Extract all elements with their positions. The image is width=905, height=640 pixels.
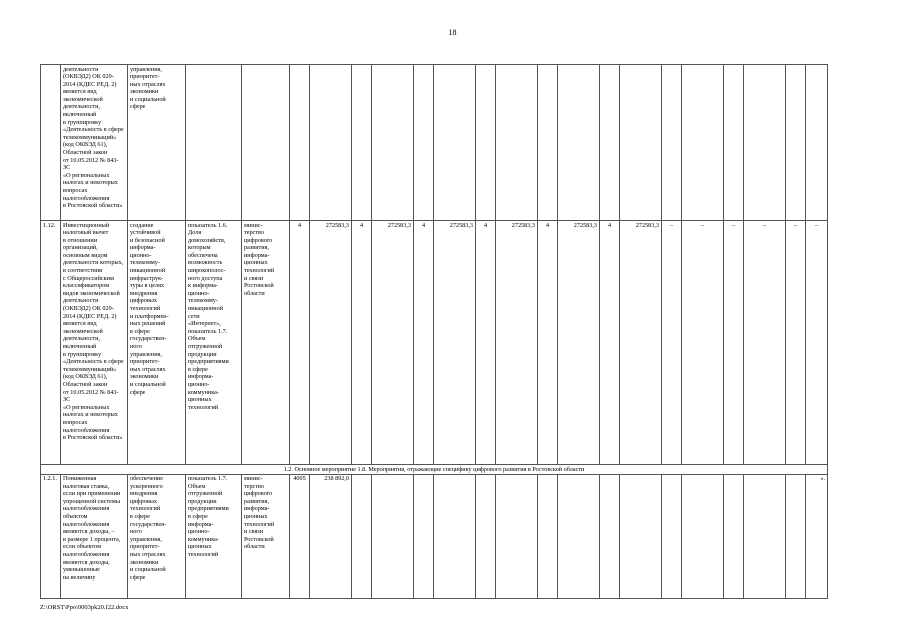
value-cell: 272583,3 xyxy=(496,221,538,465)
value-cell: 272583,3 xyxy=(434,221,476,465)
benefit-name-cell: Пониженная налоговая ставка, если при применении упрощенной системы налогообложения объектом налогообложения являются доходы, – в размере 1 процента, если объектом налогообложения являются доходы, уменьшенные на величину xyxy=(61,474,128,598)
value-cell: 4 xyxy=(476,221,496,465)
value-cell: – xyxy=(662,221,682,465)
value-cell: 4 xyxy=(352,221,372,465)
value-cell: 4 xyxy=(290,221,310,465)
row-number: 1.12. xyxy=(41,221,61,465)
curator-cell: минис- терство цифрового развития, информа- ционных технологий и связи Ростовской области xyxy=(242,221,290,465)
section-header-row xyxy=(41,465,828,475)
value-cell: – xyxy=(744,221,786,465)
row-number: 1.2.1. xyxy=(41,474,61,598)
benefit-purpose-cell: управления, приоритет- ных отраслях экономики и социальной сфере xyxy=(128,65,186,221)
table-row-1-2-1 xyxy=(41,474,828,598)
benefit-name-cell: деятельности (ОКВЭД2) ОК 029- 2014 (КДЕС РЕД. 2) является вид экономической деятельности, включенный в группировку «Деятельность в сфере телекоммуникаций» (код ОКВЭД 61), Областной закон от 10.05.2012 № 843-ЗС «О региональных налогах и некоторых вопросах налогообложения в Ростовской области» xyxy=(61,65,128,221)
value-cell: 4 xyxy=(538,221,558,465)
table-row-continuation xyxy=(41,65,828,221)
indicator-cell: показатель 1.6. Доля домохозяйств, которым обеспечена возможность широкополос- ного доступа к информа- ционно- телекомму- никационной сети «Интернет», показатель 1.7. Объем отгруженной продукции предприятиями в сфере информа- ционно- коммуника- ционных технологий xyxy=(186,221,242,465)
value-cell: 4005 xyxy=(290,474,310,598)
benefit-name-cell: Инвестиционный налоговый вычет в отношении организаций, основным видом деятельности которых, в соответствии с Общероссийским классификатором видов экономической деятельности (ОКВЭД2) ОК 029- 2014 (КДЕС РЕД. 2) является вид экономической деятельности, включенный в группировку «Деятельность в сфере телекоммуникаций» (код ОКВЭД 61), Областной закон от 10.05.2012 № 843-ЗС «О региональных налогах и некоторых вопросах налогообложения в Ростовской области» xyxy=(61,221,128,465)
section-title: 1.2. Основное мероприятие 1.8. Мероприятия, отражающие специфику цифрового развития в Ростовской области xyxy=(41,465,828,475)
value-cell: – xyxy=(682,221,724,465)
value-cell: – xyxy=(806,221,828,465)
curator-cell: минис- терство цифрового развития, информа- ционных технологий и связи Ростовской области xyxy=(242,474,290,598)
value-cell: 272583,3 xyxy=(620,221,662,465)
value-cell: 272583,3 xyxy=(372,221,414,465)
value-cell: – xyxy=(724,221,744,465)
closing-quote-mark: ». xyxy=(806,474,828,598)
value-cell: 238 892,0 xyxy=(310,474,352,598)
value-cell: – xyxy=(786,221,806,465)
table-row-1-12 xyxy=(41,221,828,465)
value-cell: 4 xyxy=(414,221,434,465)
tax-benefits-table xyxy=(40,64,828,599)
benefit-purpose-cell: обеспечение ускоренного внедрения цифровых технологий в сфере государствен- ного управления, приоритет- ных отраслях экономики и социальной сфере xyxy=(128,474,186,598)
value-cell: 272583,3 xyxy=(310,221,352,465)
benefit-purpose-cell: создание устойчивой и безопасной информа- ционно- телекомму- никационной инфраструк- туры в целях внедрения цифровых технологий и платформен- ных решений в сфере государствен- ного управления, приоритет- ных отраслях экономики и социальной сфере xyxy=(128,221,186,465)
value-cell: 4 xyxy=(600,221,620,465)
value-cell: 272583,3 xyxy=(558,221,600,465)
indicator-cell: показатель 1.7. Объем отгруженной продукции предприятиями в сфере информа- ционно- коммуника- ционных технологий xyxy=(186,474,242,598)
file-path-footer: Z:\ORST\Ppo\0003pk20.f22.docx xyxy=(40,604,129,611)
page-number: 18 xyxy=(448,28,457,37)
